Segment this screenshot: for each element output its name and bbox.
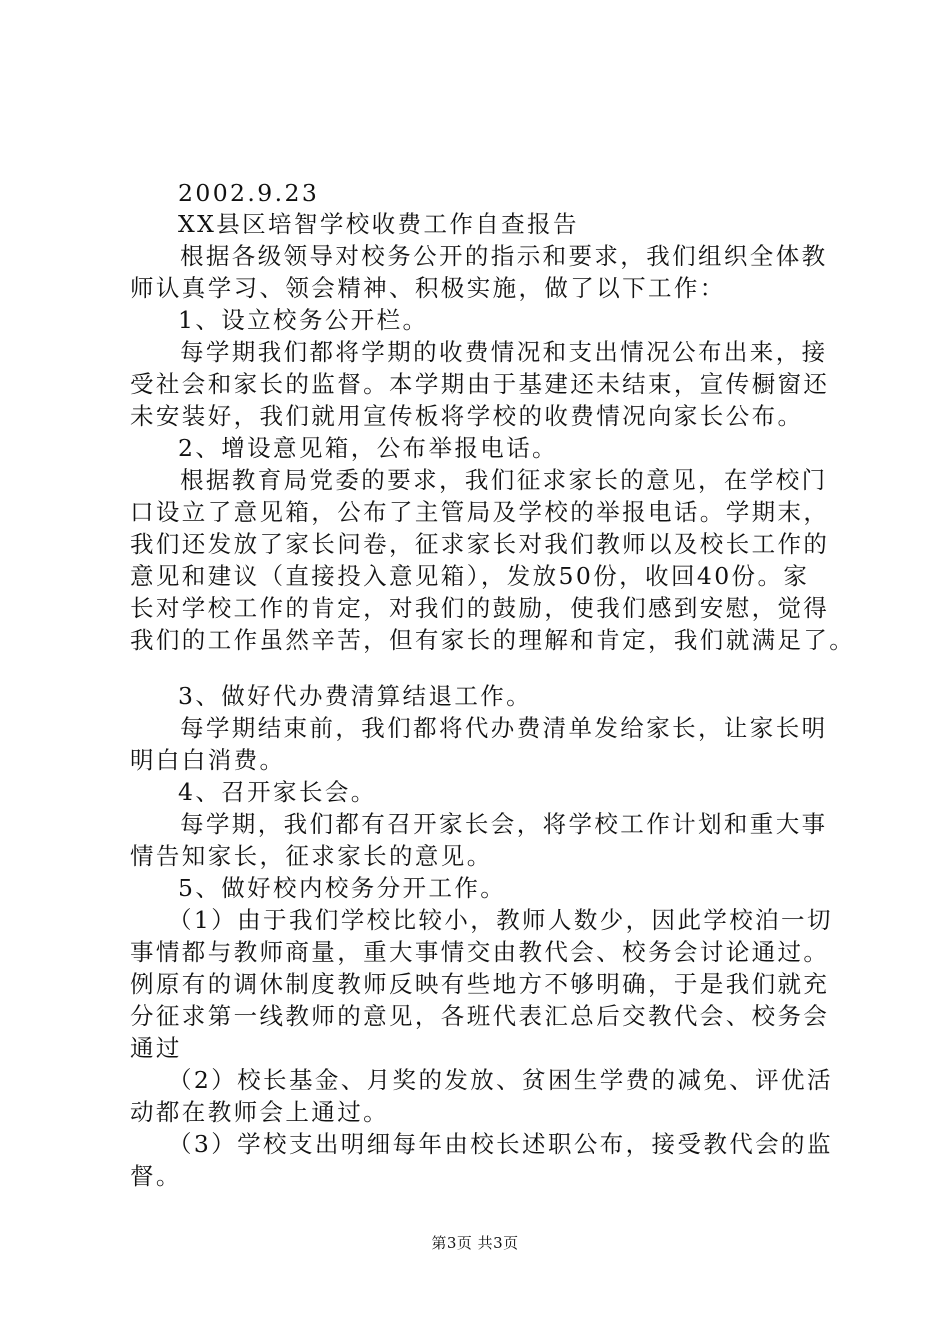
section-heading: 3、做好代办费清算结退工作。: [178, 682, 533, 710]
paragraph-line: 长对学校工作的肯定，对我们的鼓励，使我们感到安慰，觉得: [130, 594, 830, 622]
paragraph-line: 每学期我们都将学期的收费情况和支出情况公布出来，接: [180, 338, 828, 366]
paragraph-line: 意见和建议（直接投入意见箱），发放50份，收回40份。家: [130, 562, 810, 590]
paragraph-line: 我们的工作虽然辛苦，但有家长的理解和肯定，我们就满足了。: [130, 626, 856, 654]
paragraph-line: （3）学校支出明细每年由校长述职公布，接受教代会的监: [168, 1130, 833, 1158]
paragraph-line: 通过: [130, 1034, 182, 1062]
paragraph-line: 根据教育局党委的要求，我们征求家长的意见，在学校门: [180, 466, 828, 494]
section-heading: 2、增设意见箱，公布举报电话。: [178, 434, 558, 462]
paragraph-line: 根据各级领导对校务公开的指示和要求，我们组织全体教: [180, 242, 828, 270]
paragraph-line: 例原有的调休制度教师反映有些地方不够明确，于是我们就充: [130, 970, 830, 998]
paragraph-line: 每学期结束前，我们都将代办费清单发给家长，让家长明: [180, 714, 828, 742]
paragraph-line: 分征求第一线教师的意见，各班代表汇总后交教代会、校务会: [130, 1002, 830, 1030]
paragraph-line: （1）由于我们学校比较小，教师人数少，因此学校泊一切: [168, 906, 833, 934]
paragraph-line: 我们还发放了家长问卷，征求家长对我们教师以及校长工作的: [130, 530, 830, 558]
section-heading: 1、设立校务公开栏。: [178, 306, 429, 334]
page-footer: 第3页 共3页: [431, 1234, 519, 1252]
paragraph-line: 明白白消费。: [130, 746, 286, 774]
paragraph-line: 每学期，我们都有召开家长会，将学校工作计划和重大事: [180, 810, 828, 838]
section-heading: 5、做好校内校务分开工作。: [178, 874, 507, 902]
paragraph-line: （2）校长基金、月奖的发放、贫困生学费的减免、评优活: [168, 1066, 833, 1094]
paragraph-line: 事情都与教师商量，重大事情交由教代会、校务会讨论通过。: [130, 938, 830, 966]
paragraph-line: 动都在教师会上通过。: [130, 1098, 389, 1126]
paragraph-line: 督。: [130, 1162, 182, 1190]
paragraph-line: 师认真学习、领会精神、积极实施，做了以下工作：: [130, 274, 726, 302]
paragraph-line: 未安装好，我们就用宣传板将学校的收费情况向家长公布。: [130, 402, 804, 430]
paragraph-line: 口设立了意见箱，公布了主管局及学校的举报电话。学期末，: [130, 498, 830, 526]
paragraph-line: 情告知家长，征求家长的意见。: [130, 842, 493, 870]
section-heading: 4、召开家长会。: [178, 778, 377, 806]
paragraph-line: 受社会和家长的监督。本学期由于基建还未结束，宣传橱窗还: [130, 370, 830, 398]
document-title: XX县区培智学校收费工作自查报告: [178, 210, 579, 238]
document-date: 2002.9.23: [178, 179, 320, 207]
